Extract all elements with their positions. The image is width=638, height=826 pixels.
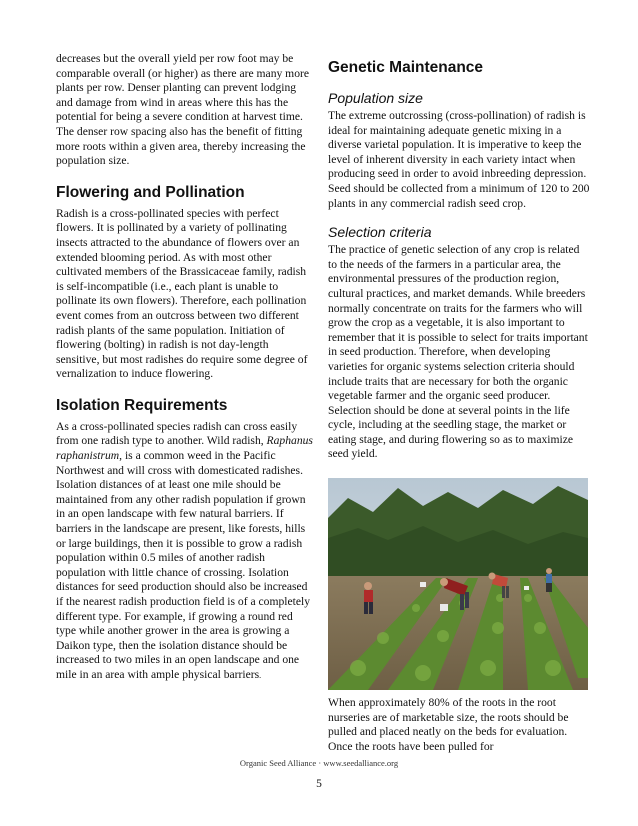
flowering-paragraph: Radish is a cross-pollinated species with perfect flowers. It is pollinated by a variety of pollinating insects attracted to the abundance of flowers over an extended blooming period. As with most other cultivated members of the Brassicaceae family, radish is self-incompatible (i.e., each plant is unable to pollinate its own flowers). Therefore, each pollination event comes from an outcross between two different radish plants of the same population. Initiation of flowering (bolting) in radish is not day-length sensitive, but most radishes do require some degree of vernalization to induce flowering. xyxy=(56,206,308,381)
population-size-subheading: Population size xyxy=(328,90,423,106)
population-paragraph: The extreme outcrossing (cross-pollination) of radish is ideal for maintaining adequate genetic mixing in a diverse varietal population. It is imperative to keep the level of inherent diversity in each variety intact when producing seed in order to avoid inbreeding depression. Seed should be collected from a minimum of 120 to 200 plants in any commercial radish seed crop. xyxy=(328,109,590,210)
flowering-heading: Flowering and Pollination xyxy=(56,183,245,201)
isolation-end-mark: . xyxy=(259,670,262,680)
intro-paragraph: decreases but the overall yield per row foot may be comparable overall (or higher) as there are many more plants per row. Denser planting can prevent lodging and damage from wind in areas where this has the potential for being a severe condition at harvest time. The denser row spacing also has the benefit of fitting more roots within a given area, thereby increasing the population size. xyxy=(56,52,310,168)
footer-text: Organic Seed Alliance · www.seedalliance.org xyxy=(239,758,399,768)
left-column xyxy=(56,52,314,684)
field-workers-photo xyxy=(328,478,588,690)
page-number: 5 xyxy=(316,778,322,790)
right-column xyxy=(328,52,590,754)
isolation-paragraph xyxy=(56,420,314,684)
isolation-heading: Isolation Requirements xyxy=(56,396,228,414)
selection-paragraph: The practice of genetic selection of any crop is related to the needs of the farmers in a particular area, the environmental pressures of the production region, cultural practices, and market demands. While breeders normally concentrate on traits for the farmers who will grow the crop as a vegetable, it is also important to remember that it is possible to select for traits important in seed production. Therefore, when developing varieties for organic systems selection criteria should include traits that are necessary for both the organic vegetable farmer and the organic seed producer. Selection should be done at several points in the life cycle, including at the seedling stage, the market or eating stage, and during flowering so as to maximize seed yield. xyxy=(328,243,588,461)
worker-far xyxy=(546,568,552,592)
genetic-maintenance-heading: Genetic Maintenance xyxy=(328,59,484,76)
species-name: Raphanus raphanistrum xyxy=(56,434,313,463)
closing-paragraph: When approximately 80% of the roots in the root nurseries are of marketable size, the roots should be pulled and placed neatly on the beds for evaluation. Once the roots have been pulled for xyxy=(328,696,569,753)
selection-criteria-subheading: Selection criteria xyxy=(328,224,432,241)
isolation-text-start: As a cross-pollinated species radish can cross easily from one radish type to another. Wild radish, xyxy=(56,419,298,448)
isolation-text-end: , is a common weed in the Pacific Northwest and will cross with domesticated radishes. Isolation distances of at least one mile should be maintained from any other radish population if grown in an open landscape with few natural barriers. If barriers in the landscape are present, like forests, hills or large buildings, then it is possible to grow a radish population within 0.5 miles of another radish population with little chance of crossing. Isolation distances for seed production should also be increased if the nearest radish production field is of a completely different type. For example, if growing a round red type while another grower in the area is growing a Daikon type, then the isolation distance should be increased to two miles in an open landscape and one mile in an area with ample physical barriers xyxy=(56,449,311,681)
